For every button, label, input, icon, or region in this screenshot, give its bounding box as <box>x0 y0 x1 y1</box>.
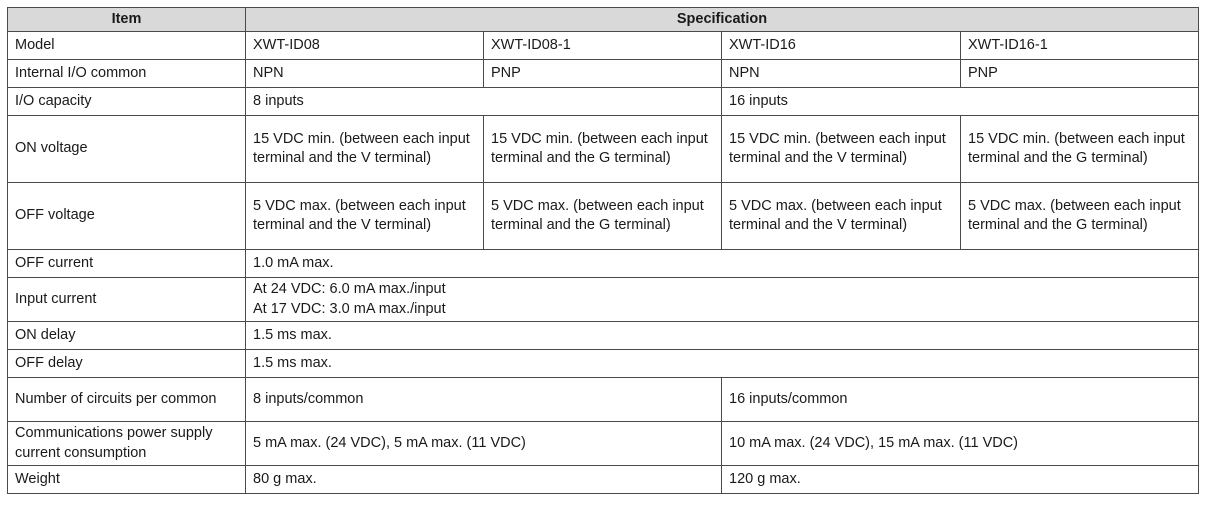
table-row <box>8 32 1199 60</box>
input-current-cell <box>246 278 1199 322</box>
common-cell: NPN <box>246 60 484 88</box>
model-cell: XWT-ID08 <box>246 32 484 60</box>
on-voltage-cell: 15 VDC min. (between each input terminal and the G terminal) <box>484 116 722 183</box>
row-label: Model <box>8 32 246 60</box>
weight-cell: 120 g max. <box>722 466 1199 494</box>
table-row <box>8 322 1199 350</box>
row-label: ON delay <box>8 322 246 350</box>
off-delay-cell: 1.5 ms max. <box>246 350 1199 378</box>
model-cell: XWT-ID08-1 <box>484 32 722 60</box>
specification-table <box>7 7 1199 494</box>
power-cell: 10 mA max. (24 VDC), 15 mA max. (11 VDC) <box>722 422 1199 466</box>
off-voltage-cell: 5 VDC max. (between each input terminal and the G terminal) <box>961 183 1199 250</box>
on-voltage-cell: 15 VDC min. (between each input terminal and the V terminal) <box>246 116 484 183</box>
off-current-cell: 1.0 mA max. <box>246 250 1199 278</box>
common-cell: NPN <box>722 60 961 88</box>
weight-cell: 80 g max. <box>246 466 722 494</box>
circuits-cell: 16 inputs/common <box>722 378 1199 422</box>
row-label: OFF voltage <box>8 183 246 250</box>
on-voltage-cell: 15 VDC min. (between each input terminal and the G terminal) <box>961 116 1199 183</box>
table-row <box>8 422 1199 466</box>
on-delay-cell: 1.5 ms max. <box>246 322 1199 350</box>
header-row <box>8 8 1199 32</box>
table-row <box>8 350 1199 378</box>
table-row <box>8 278 1199 322</box>
input-current-line: At 17 VDC: 3.0 mA max./input <box>253 300 446 317</box>
off-voltage-cell: 5 VDC max. (between each input terminal and the V terminal) <box>246 183 484 250</box>
table-row <box>8 466 1199 494</box>
row-label: OFF delay <box>8 350 246 378</box>
off-voltage-cell: 5 VDC max. (between each input terminal and the G terminal) <box>484 183 722 250</box>
common-cell: PNP <box>484 60 722 88</box>
table-row <box>8 88 1199 116</box>
row-label: Internal I/O common <box>8 60 246 88</box>
model-cell: XWT-ID16 <box>722 32 961 60</box>
item-header: Item <box>8 8 246 32</box>
input-current-line: At 24 VDC: 6.0 mA max./input <box>253 281 446 297</box>
row-label: Weight <box>8 466 246 494</box>
table-row <box>8 60 1199 88</box>
table-row <box>8 250 1199 278</box>
row-label: I/O capacity <box>8 88 246 116</box>
capacity-cell: 16 inputs <box>722 88 1199 116</box>
power-cell: 5 mA max. (24 VDC), 5 mA max. (11 VDC) <box>246 422 722 466</box>
table-row <box>8 183 1199 250</box>
circuits-cell: 8 inputs/common <box>246 378 722 422</box>
row-label: Communications power supply current consumption <box>8 422 246 466</box>
table-row <box>8 116 1199 183</box>
row-label: Input current <box>8 278 246 322</box>
row-label: ON voltage <box>8 116 246 183</box>
table-row <box>8 378 1199 422</box>
common-cell: PNP <box>961 60 1199 88</box>
row-label: OFF current <box>8 250 246 278</box>
row-label: Number of circuits per common <box>8 378 246 422</box>
specification-header: Specification <box>246 8 1199 32</box>
on-voltage-cell: 15 VDC min. (between each input terminal and the V terminal) <box>722 116 961 183</box>
capacity-cell: 8 inputs <box>246 88 722 116</box>
model-cell: XWT-ID16-1 <box>961 32 1199 60</box>
off-voltage-cell: 5 VDC max. (between each input terminal and the V terminal) <box>722 183 961 250</box>
